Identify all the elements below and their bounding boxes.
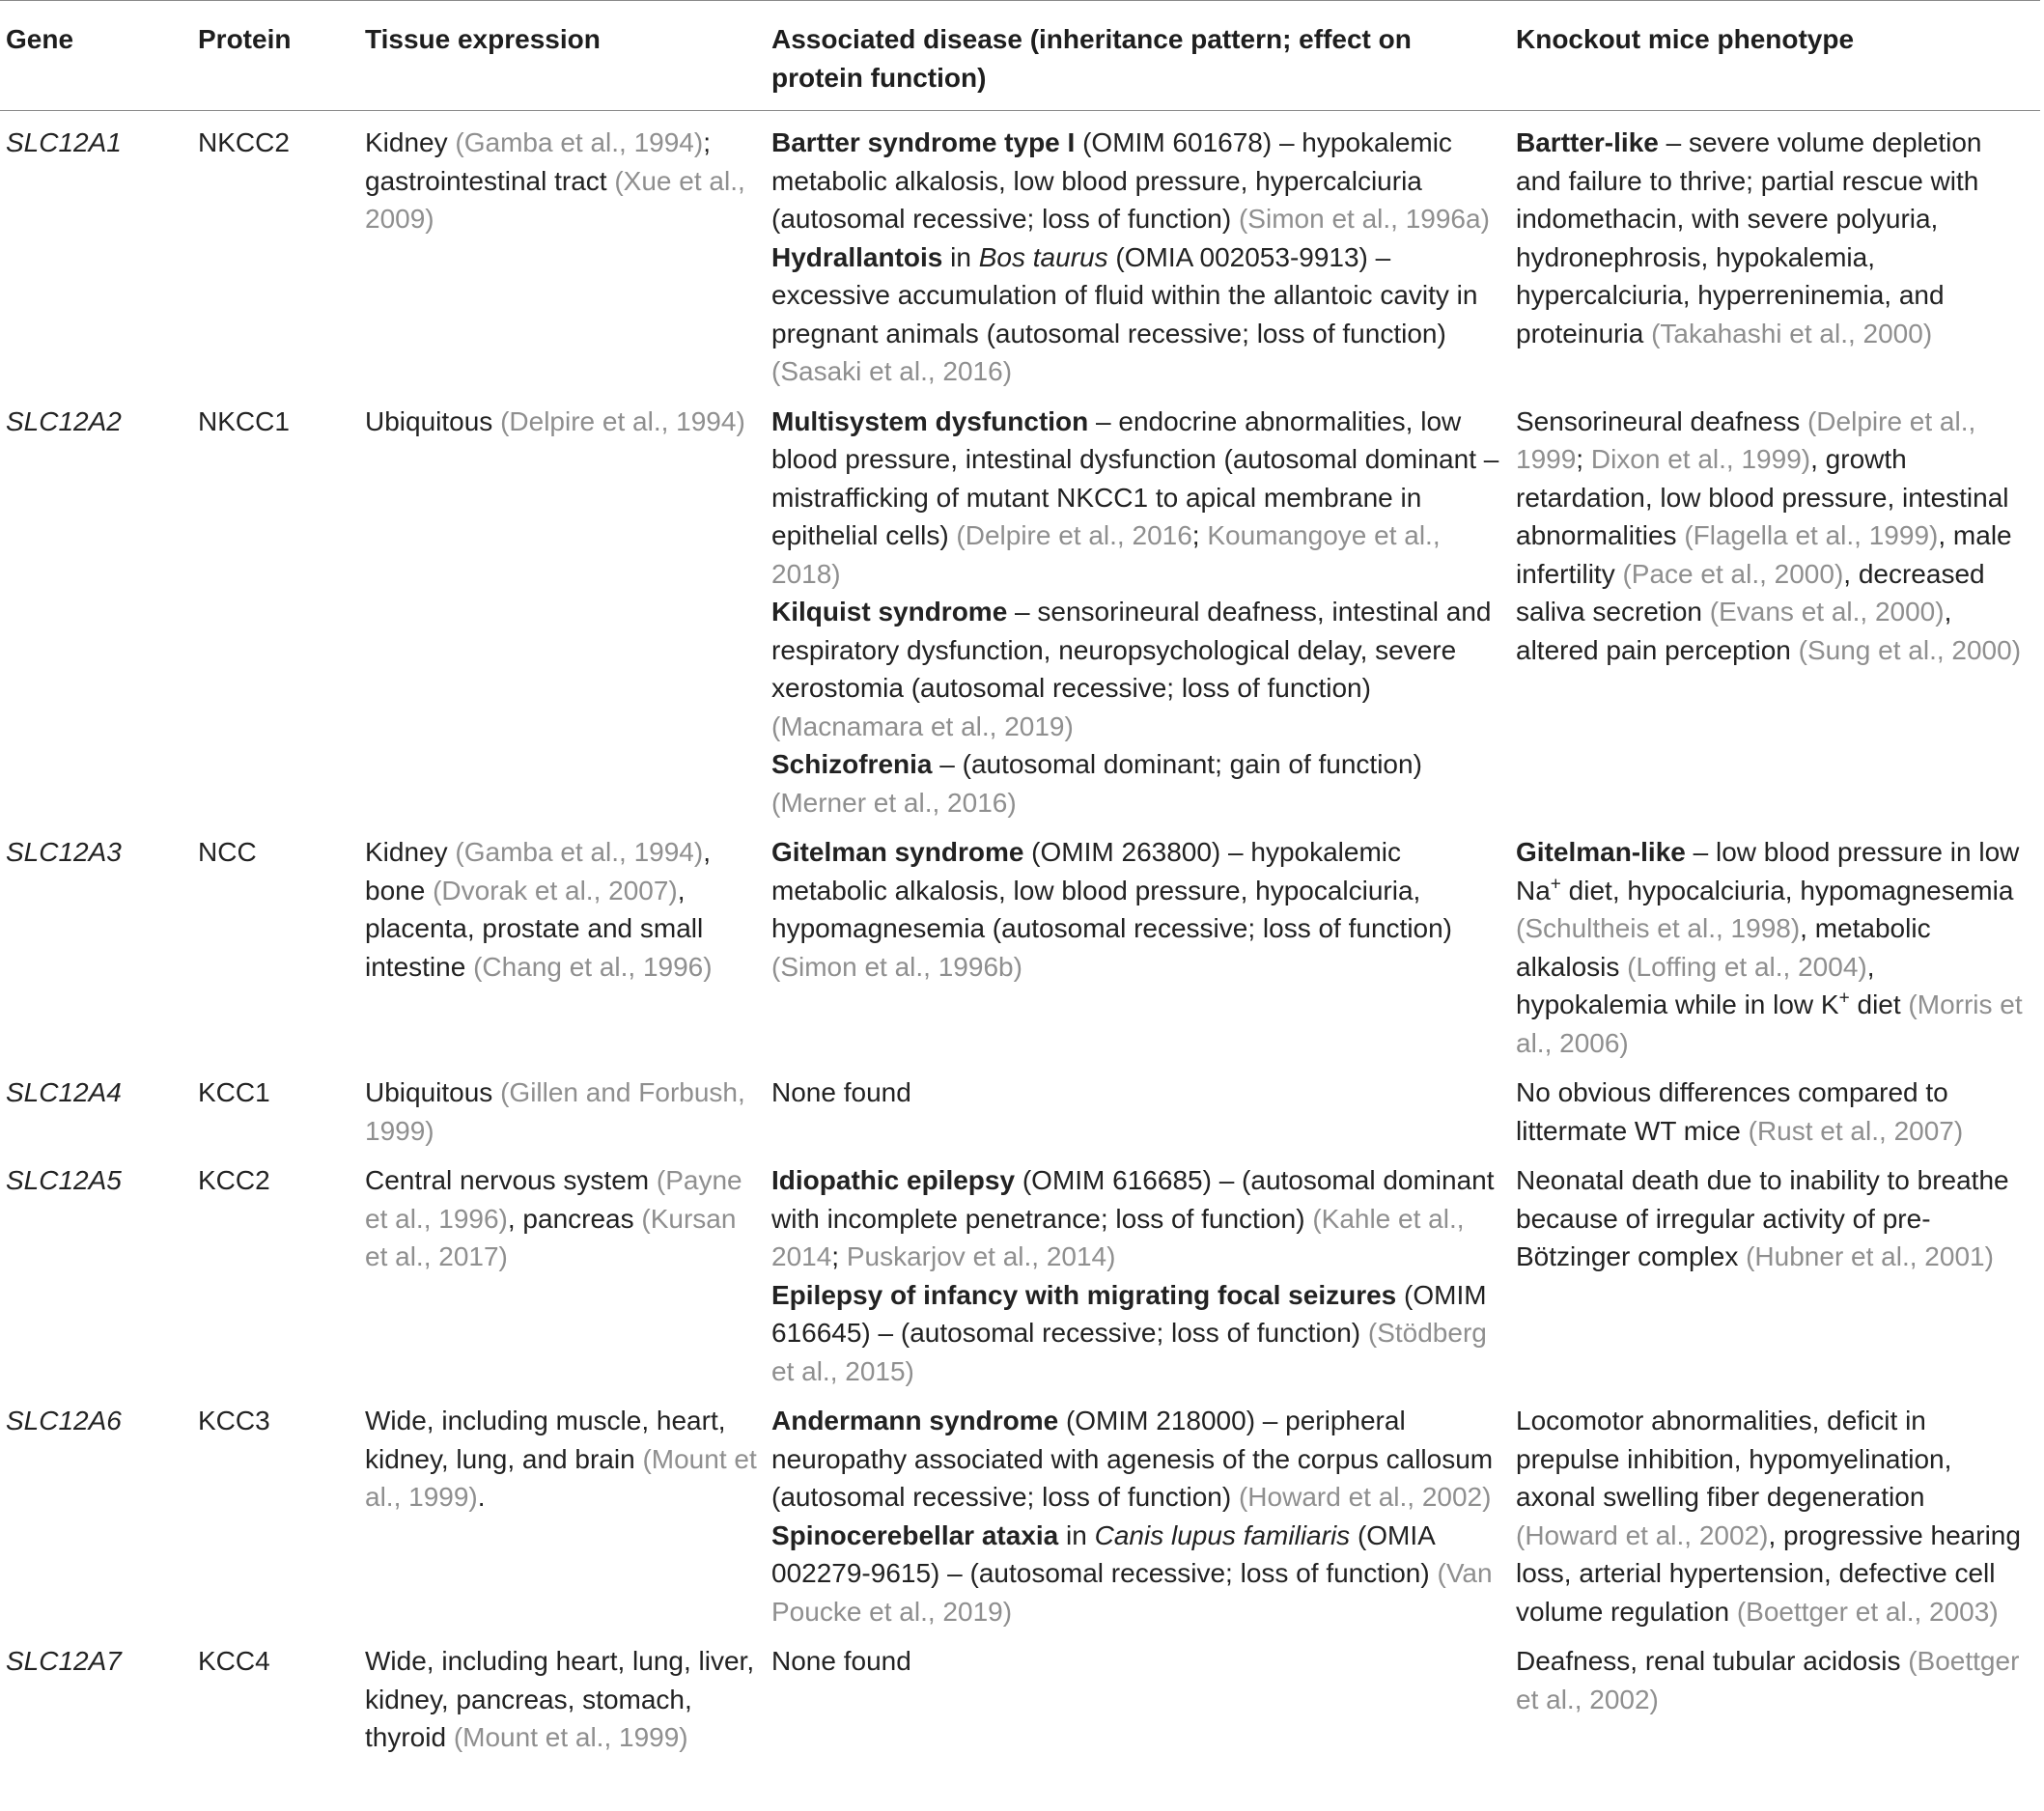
table-row (0, 826, 2040, 1067)
text-segment: (OMIA 002279-9615) – (autosomal recessive; loss of function) (771, 1519, 1438, 1588)
citation-link[interactable]: (Dvorak et al., 2007) (433, 875, 678, 906)
text-segment: , metabolic alkalosis (1516, 913, 1931, 982)
text-segment: Sensorineural deafness (1516, 405, 1807, 436)
citation-link[interactable]: (Sasaki et al., 2016) (771, 356, 1013, 386)
disease-entry (771, 1161, 1502, 1276)
text-segment: Kidney (365, 127, 456, 157)
citation-link[interactable]: (Sung et al., 2000) (1798, 634, 2022, 665)
text-segment: , placenta, prostate and small intestine (365, 875, 704, 982)
bold-term: Idiopathic epilepsy (771, 1165, 1016, 1195)
protein-cell: NCC (198, 837, 257, 867)
gene-cell: SLC12A2 (6, 405, 122, 436)
tissue-expression-cell (359, 1067, 766, 1155)
disease-entry (771, 745, 1502, 822)
table-row (0, 1155, 2040, 1395)
text-segment: None found (771, 1646, 911, 1676)
citation-link[interactable]: (Hubner et al., 2001) (1746, 1241, 1994, 1271)
table-row (0, 1395, 2040, 1635)
disease-entry (771, 833, 1502, 986)
text-segment: – severe volume depletion and failure to thrive; partial rescue with indomethacin, with severe polyuria, hydronephrosis, hypokalemia, hypercalciuria, hyperreninemia, and proteinuria (1516, 127, 1982, 348)
citation-link[interactable]: (Kursan et al., 2017) (365, 1203, 737, 1271)
text-segment: , altered pain perception (1516, 597, 1952, 665)
citation-link[interactable]: (Xue et al., 2009) (365, 165, 745, 234)
text-segment: ; (703, 127, 711, 157)
tissue-expression-cell (359, 396, 766, 827)
text-segment: in (1058, 1519, 1095, 1550)
text-segment: Deafness, renal tubular acidosis (1516, 1646, 1909, 1676)
citation-link[interactable]: (Flagella et al., 1999) (1684, 520, 1939, 550)
text-segment: (OMIM 616685) – (autosomal dominant with incomplete penetrance; loss of function) (771, 1165, 1495, 1234)
citation-link[interactable]: (Mount et al., 1999) (365, 1443, 757, 1512)
bold-term: Gitelman-like (1516, 837, 1686, 867)
table-row (0, 1067, 2040, 1155)
gene-cell: SLC12A6 (6, 1406, 122, 1435)
table-header (0, 1, 2040, 111)
text-segment: (OMIM 616645) – (autosomal recessive; loss of function) (771, 1279, 1487, 1348)
knockout-phenotype-cell (1510, 1067, 2040, 1155)
knockout-phenotype-cell (1510, 1395, 2040, 1635)
associated-disease-cell (766, 111, 1510, 396)
citation-link[interactable]: (Pace et al., 2000) (1622, 558, 1844, 589)
protein-cell: NKCC1 (198, 405, 290, 436)
text-segment: Wide, including heart, lung, liver, kidney, pancreas, stomach, thyroid (365, 1646, 755, 1752)
superscript: + (1838, 988, 1850, 1009)
text-segment: (OMIM 263800) – hypokalemic metabolic alkalosis, low blood pressure, hypocalciuria, hypomagnesemia (autosomal recessive; loss of function) (771, 837, 1453, 943)
citation-link[interactable]: Dixon et al., 1999) (1590, 444, 1811, 474)
citation-link[interactable]: (Delpire et al., 1999 (1516, 405, 1976, 474)
citation-link[interactable]: (Boettger et al., 2002) (1516, 1646, 2020, 1714)
disease-entry (771, 1402, 1502, 1517)
italic-term: Bos taurus (978, 241, 1108, 272)
associated-disease-cell (766, 1395, 1510, 1635)
citation-link[interactable]: (Delpire et al., 2016 (956, 520, 1192, 550)
text-segment: (OMIM 218000) – peripheral neuropathy associated with agenesis of the corpus callosum (autosomal recessive; loss of function) (771, 1406, 1494, 1512)
text-segment: Kidney (365, 837, 456, 867)
citation-link[interactable]: (Boettger et al., 2003) (1736, 1596, 1999, 1627)
protein-cell: NKCC2 (198, 127, 290, 157)
header-row (0, 1, 2040, 111)
associated-disease-cell (766, 396, 1510, 827)
disease-entry (771, 1073, 1502, 1112)
citation-link[interactable]: (Kahle et al., 2014 (771, 1203, 1465, 1271)
bold-term: Epilepsy of infancy with migrating focal seizures (771, 1279, 1397, 1310)
gene-cell: SLC12A4 (6, 1077, 122, 1107)
disease-entry (771, 1642, 1502, 1681)
citation-link[interactable]: (Loffing et al., 2004) (1627, 951, 1867, 982)
citation-link[interactable]: (Macnamara et al., 2019) (771, 710, 1074, 741)
tissue-expression-cell (359, 1155, 766, 1395)
bold-term: Multisystem dysfunction (771, 405, 1089, 436)
bold-term: Bartter syndrome type I (771, 127, 1076, 157)
text-segment: Wide, including muscle, heart, kidney, lung, and brain (365, 1406, 726, 1474)
header-associated-disease: Associated disease (inheritance pattern; effect on protein function) (771, 24, 1412, 93)
text-segment: – sensorineural deafness, intestinal and respiratory dysfunction, neuropsychological delay, severe xerostomia (autosomal recessive; loss of function) (771, 597, 1492, 703)
citation-link[interactable]: (Gillen and Forbush, 1999) (365, 1077, 745, 1146)
bold-term: Spinocerebellar ataxia (771, 1519, 1059, 1550)
protein-cell: KCC4 (198, 1646, 270, 1676)
text-segment: Neonatal death due to inability to breathe because of irregular activity of pre-Bötzinger complex (1516, 1165, 2009, 1271)
header-protein: Protein (198, 24, 292, 54)
citation-link[interactable]: (Howard et al., 2002) (1516, 1519, 1769, 1550)
associated-disease-cell (766, 1635, 1510, 1763)
disease-entry (771, 403, 1502, 594)
header-knockout-phenotype: Knockout mice phenotype (1516, 24, 1855, 54)
citation-link[interactable]: (Merner et al., 2016) (771, 787, 1017, 818)
citation-link[interactable]: (Simon et al., 1996a) (1238, 204, 1490, 234)
citation-link[interactable]: (Gamba et al., 1994) (455, 837, 704, 867)
text-segment: ; (831, 1241, 847, 1271)
gene-cell: SLC12A3 (6, 837, 122, 867)
gene-cell: SLC12A7 (6, 1646, 122, 1676)
text-segment: diet (1849, 989, 1909, 1019)
citation-link[interactable]: (Payne et al., 1996) (365, 1165, 742, 1234)
text-segment: No obvious differences compared to littermate WT mice (1516, 1077, 1948, 1146)
text-segment: (OMIM 601678) – hypokalemic metabolic alkalosis, low blood pressure, hypercalciuria (autosomal recessive; loss of function) (771, 127, 1452, 234)
bold-term: Kilquist syndrome (771, 597, 1008, 627)
disease-entry (771, 1276, 1502, 1391)
text-segment: . (477, 1482, 486, 1512)
text-segment: , bone (365, 837, 711, 906)
text-segment: – endocrine abnormalities, low blood pressure, intestinal dysfunction (autosomal dominant – mistrafficking of mutant NKCC1 to apical membrane in epithelial cells) (771, 405, 1499, 550)
text-segment: Ubiquitous (365, 1077, 501, 1107)
citation-link[interactable]: (Simon et al., 1996b) (771, 951, 1022, 982)
superscript: + (1550, 874, 1561, 895)
citation-link[interactable]: (Howard et al., 2002) (1238, 1482, 1492, 1512)
tissue-expression-cell (359, 826, 766, 1067)
text-segment: – (autosomal dominant; gain of function) (932, 749, 1422, 779)
text-segment: , progressive hearing loss, arterial hypertension, defective cell volume regulation (1516, 1519, 2021, 1627)
disease-entry (771, 1517, 1502, 1631)
gene-cell: SLC12A1 (6, 127, 122, 157)
knockout-phenotype-cell (1510, 1155, 2040, 1395)
table-row (0, 1635, 2040, 1763)
associated-disease-cell (766, 1067, 1510, 1155)
knockout-phenotype-cell (1510, 396, 2040, 827)
text-segment: in (942, 241, 979, 272)
disease-entry (771, 593, 1502, 745)
header-gene: Gene (6, 24, 74, 54)
citation-link[interactable]: (Morris et al., 2006) (1516, 989, 2023, 1058)
text-segment: – low blood pressure in low Na (1516, 837, 2020, 906)
bold-term: Bartter-like (1516, 127, 1659, 157)
header-tissue-expression: Tissue expression (365, 24, 601, 54)
text-segment: ; (1576, 444, 1591, 474)
protein-cell: KCC2 (198, 1165, 270, 1195)
citation-link[interactable]: (Mount et al., 1999) (453, 1722, 688, 1752)
citation-link[interactable]: (Chang et al., 1996) (473, 951, 713, 982)
text-segment: Central nervous system (365, 1165, 657, 1195)
tissue-expression-cell (359, 1395, 766, 1635)
knockout-phenotype-cell (1510, 826, 2040, 1067)
text-segment: , pancreas (507, 1203, 642, 1234)
text-segment: , hypokalemia while in low K (1516, 951, 1875, 1019)
text-segment: (OMIA 002053-9913) – excessive accumulation of fluid within the allantoic cavity in pregnant animals (autosomal recessive; loss of function) (771, 241, 1478, 348)
table-row (0, 111, 2040, 396)
text-segment: , growth retardation, low blood pressure, intestinal abnormalities (1516, 444, 2009, 550)
citation-link[interactable]: (Evans et al., 2000) (1709, 597, 1945, 627)
citation-link[interactable]: (Takahashi et al., 2000) (1651, 318, 1933, 348)
citation-link[interactable]: (Schultheis et al., 1998) (1516, 913, 1801, 943)
citation-link[interactable]: Koumangoye et al., 2018) (771, 520, 1441, 589)
bold-term: Schizofrenia (771, 749, 933, 779)
text-segment: gastrointestinal tract (365, 165, 615, 196)
tissue-expression-cell (359, 1635, 766, 1763)
disease-entry (771, 124, 1502, 238)
knockout-phenotype-cell (1510, 1635, 2040, 1763)
text-segment: diet, hypocalciuria, hypomagnesemia (1560, 875, 2014, 906)
text-segment: , male infertility (1516, 520, 2012, 589)
citation-link[interactable]: (Delpire et al., 1994) (500, 405, 745, 436)
text-segment: None found (771, 1077, 911, 1107)
italic-term: Canis lupus familiaris (1094, 1519, 1351, 1550)
associated-disease-cell (766, 826, 1510, 1067)
bold-term: Andermann syndrome (771, 1406, 1059, 1435)
citation-link[interactable]: (Stödberg et al., 2015) (771, 1318, 1487, 1386)
protein-cell: KCC3 (198, 1406, 270, 1435)
bold-term: Hydrallantois (771, 241, 943, 272)
citation-link[interactable]: Puskarjov et al., 2014) (846, 1241, 1116, 1271)
tissue-expression-cell (359, 111, 766, 396)
citation-link[interactable]: (Rust et al., 2007) (1748, 1115, 1964, 1146)
associated-disease-cell (766, 1155, 1510, 1395)
citation-link[interactable]: (Van Poucke et al., 2019) (771, 1558, 1493, 1627)
text-segment: Locomotor abnormalities, deficit in prepulse inhibition, hypomyelination, axonal swelling fiber degeneration (1516, 1406, 1952, 1512)
disease-entry (771, 238, 1502, 391)
gene-cell: SLC12A5 (6, 1165, 122, 1195)
text-segment: , decreased saliva secretion (1516, 558, 1985, 627)
text-segment: ; (1191, 520, 1208, 550)
table-body (0, 111, 2040, 1763)
citation-link[interactable]: (Gamba et al., 1994) (455, 127, 704, 157)
knockout-phenotype-cell (1510, 111, 2040, 396)
protein-cell: KCC1 (198, 1077, 270, 1107)
table-row (0, 396, 2040, 827)
bold-term: Gitelman syndrome (771, 837, 1024, 867)
text-segment: Ubiquitous (365, 405, 501, 436)
